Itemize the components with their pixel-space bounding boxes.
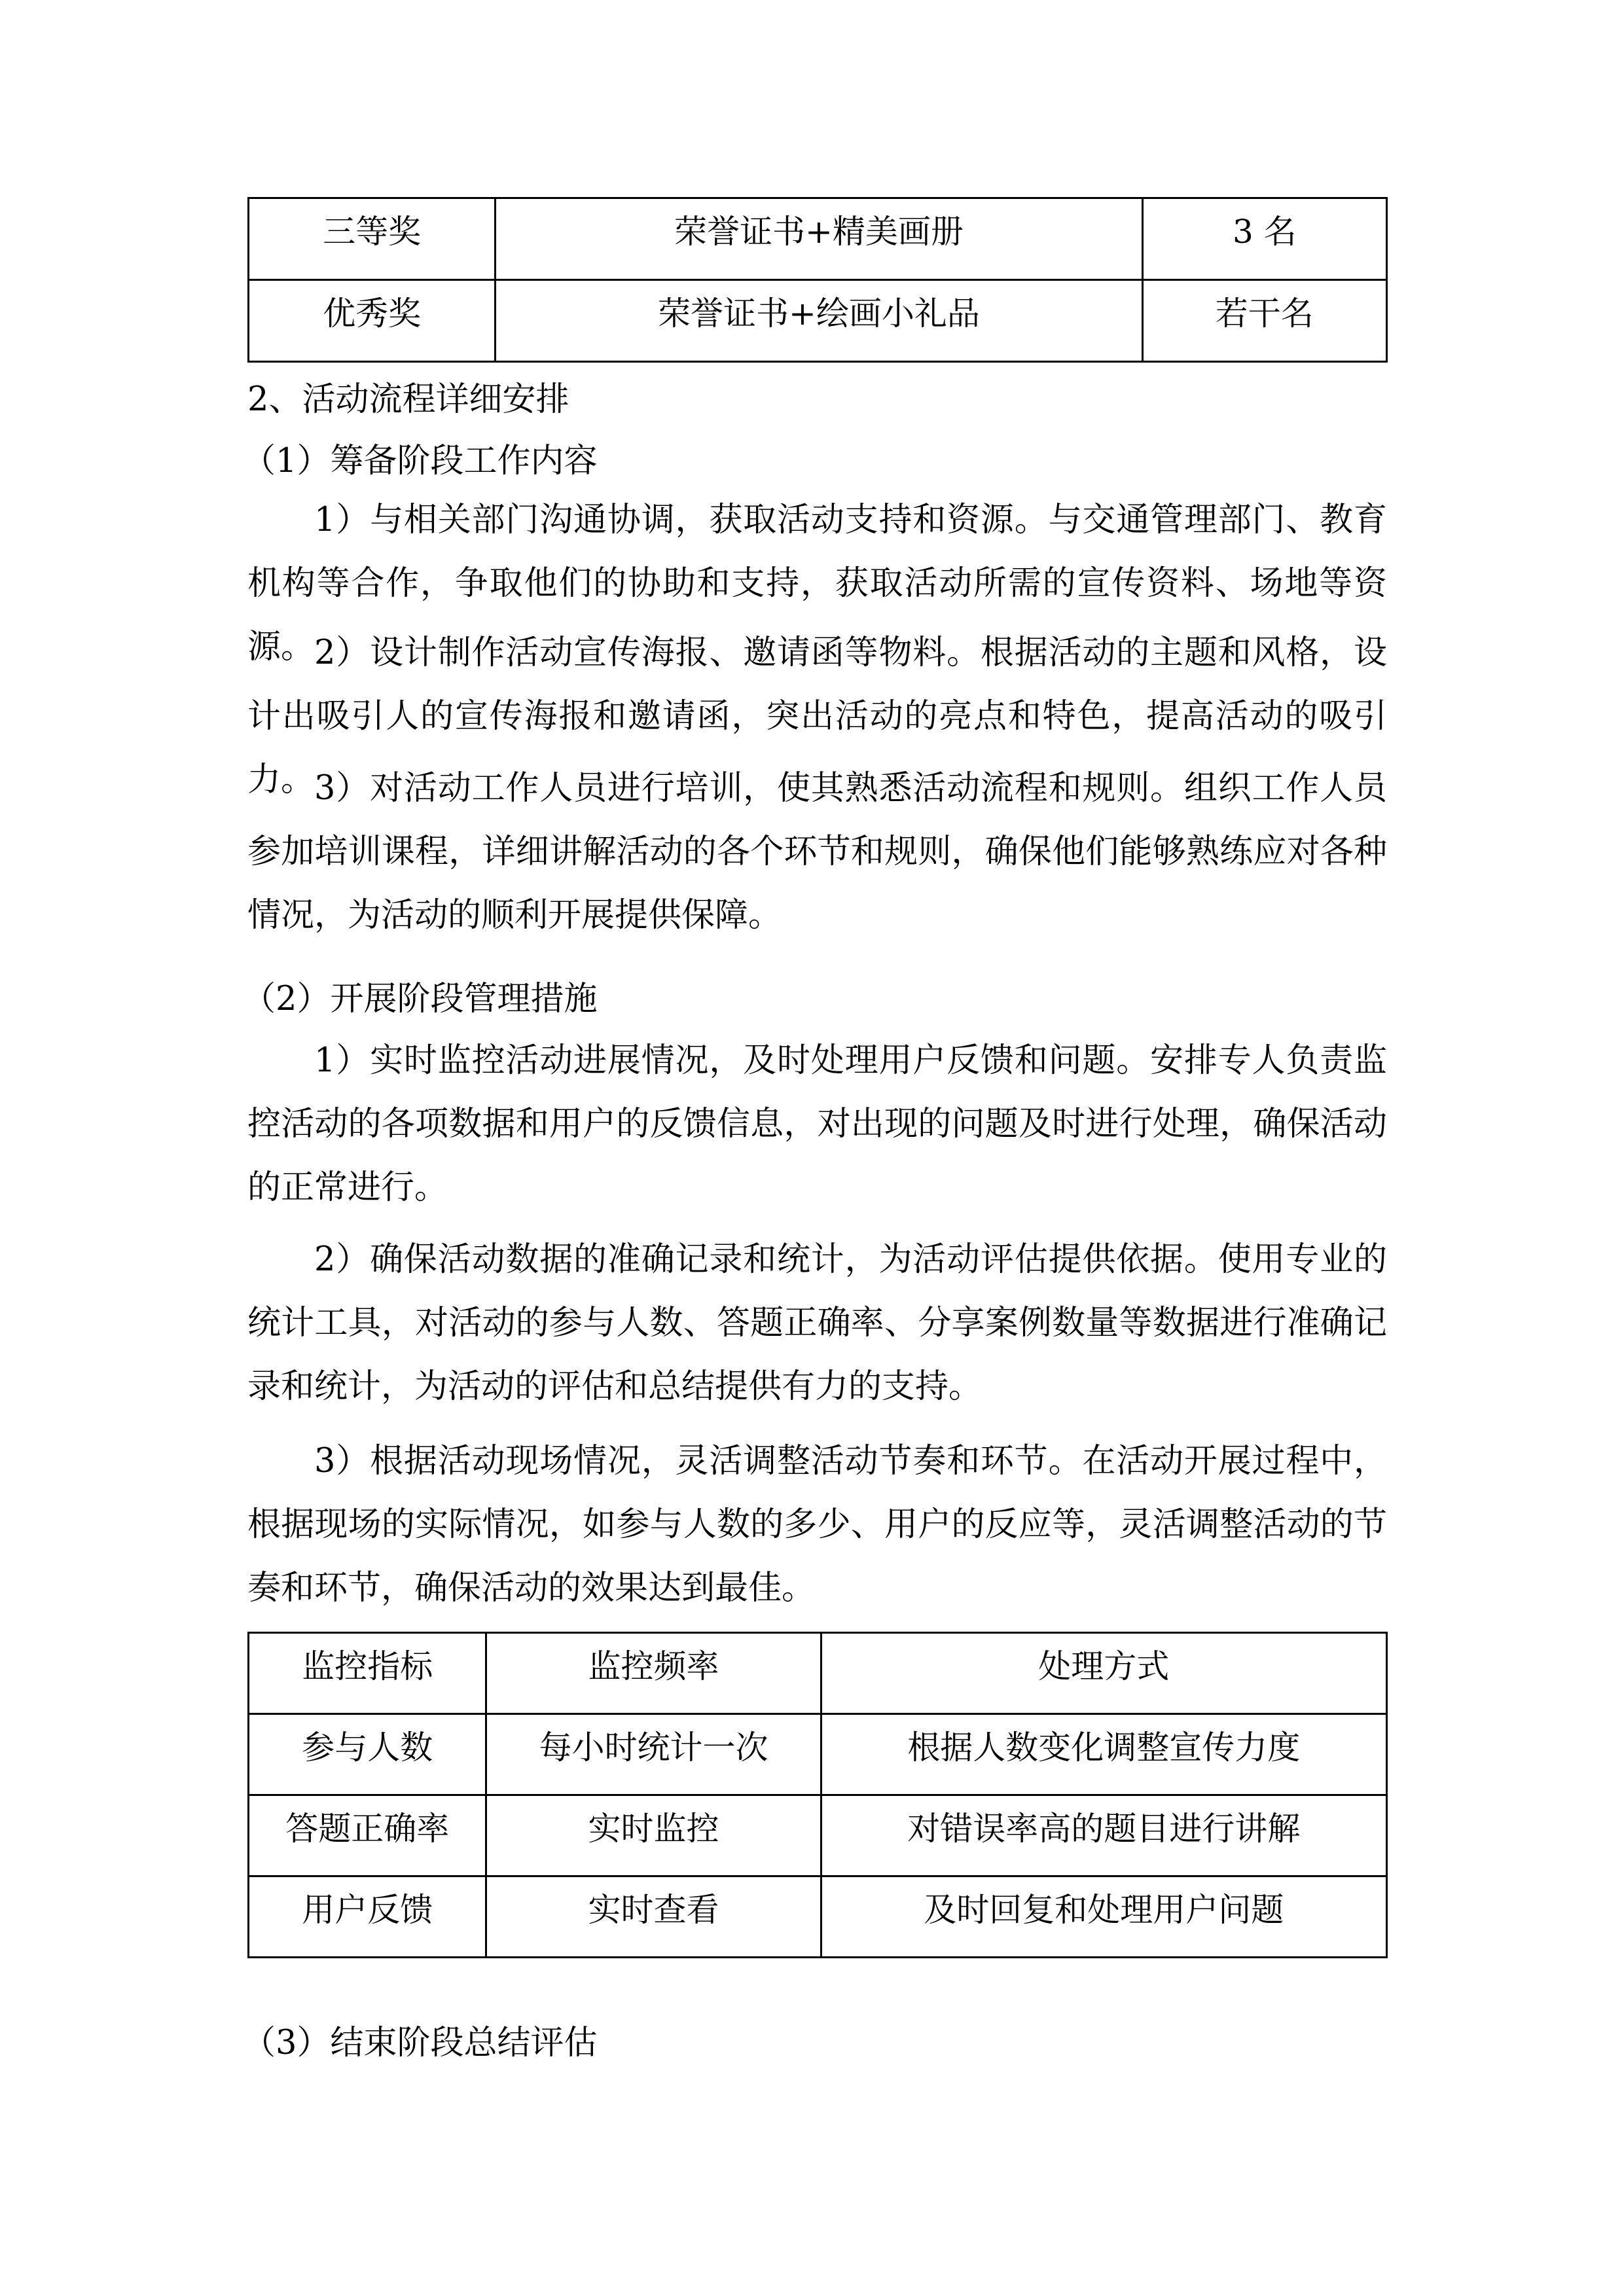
prize-count: 若干名 — [1142, 280, 1386, 362]
monitor-action: 根据人数变化调整宣传力度 — [821, 1714, 1386, 1795]
monitor-frequency: 每小时统计一次 — [486, 1714, 821, 1795]
table-row — [249, 1795, 1387, 1876]
table-header-row — [249, 1633, 1387, 1714]
stage1-paragraph-1: 1）与相关部门沟通协调，获取活动支持和资源。与交通管理部门、教育机构等合作，争取他们的协助和支持，获取活动所需的宣传资料、场地等资源。 — [247, 501, 1387, 666]
stage1-heading: （1）筹备阶段工作内容 — [242, 442, 598, 480]
table-row — [249, 1876, 1387, 1958]
stage2-heading: （2）开展阶段管理措施 — [242, 980, 598, 1018]
monitor-metric: 答题正确率 — [249, 1795, 486, 1876]
prize-count: 3 名 — [1142, 198, 1386, 280]
table-row — [249, 1714, 1387, 1795]
table-row — [249, 280, 1387, 362]
monitor-action: 及时回复和处理用户问题 — [821, 1876, 1386, 1958]
section-heading: 2、活动流程详细安排 — [247, 380, 569, 419]
monitor-table — [247, 1632, 1388, 1958]
monitor-frequency: 实时查看 — [486, 1876, 821, 1958]
stage1-paragraph-2: 2）设计制作活动宣传海报、邀请函等物料。根据活动的主题和风格，设计出吸引人的宣传海报和邀请函，突出活动的亮点和特色，提高活动的吸引力。 — [247, 634, 1387, 799]
prize-table — [247, 197, 1388, 363]
monitor-frequency: 实时监控 — [486, 1795, 821, 1876]
stage3-heading: （3）结束阶段总结评估 — [242, 2024, 598, 2062]
monitor-action: 对错误率高的题目进行讲解 — [821, 1795, 1386, 1876]
stage1-paragraph-3: 3）对活动工作人员进行培训，使其熟悉活动流程和规则。组织工作人员参加培训课程，详细讲解活动的各个环节和规则，确保他们能够熟练应对各种情况，为活动的顺利开展提供保障。 — [247, 769, 1387, 935]
prize-level: 优秀奖 — [249, 280, 496, 362]
prize-reward: 荣誉证书+精美画册 — [496, 198, 1142, 280]
stage2-paragraph-1: 1）实时监控活动进展情况，及时处理用户反馈和问题。安排专人负责监控活动的各项数据和用户的反馈信息，对出现的问题及时进行处理，确保活动的正常进行。 — [247, 1041, 1387, 1207]
header-cell: 处理方式 — [821, 1633, 1386, 1714]
monitor-metric: 用户反馈 — [249, 1876, 486, 1958]
header-cell: 监控频率 — [486, 1633, 821, 1714]
prize-level: 三等奖 — [249, 198, 496, 280]
monitor-metric: 参与人数 — [249, 1714, 486, 1795]
table-row — [249, 198, 1387, 280]
stage2-paragraph-2: 2）确保活动数据的准确记录和统计，为活动评估提供依据。使用专业的统计工具，对活动的参与人数、答题正确率、分享案例数量等数据进行准确记录和统计，为活动的评估和总结提供有力的支持。 — [247, 1240, 1387, 1406]
prize-reward: 荣誉证书+绘画小礼品 — [496, 280, 1142, 362]
header-cell: 监控指标 — [249, 1633, 486, 1714]
stage2-paragraph-3: 3）根据活动现场情况，灵活调整活动节奏和环节。在活动开展过程中，根据现场的实际情况，如参与人数的多少、用户的反应等，灵活调整活动的节奏和环节，确保活动的效果达到最佳。 — [247, 1442, 1387, 1607]
